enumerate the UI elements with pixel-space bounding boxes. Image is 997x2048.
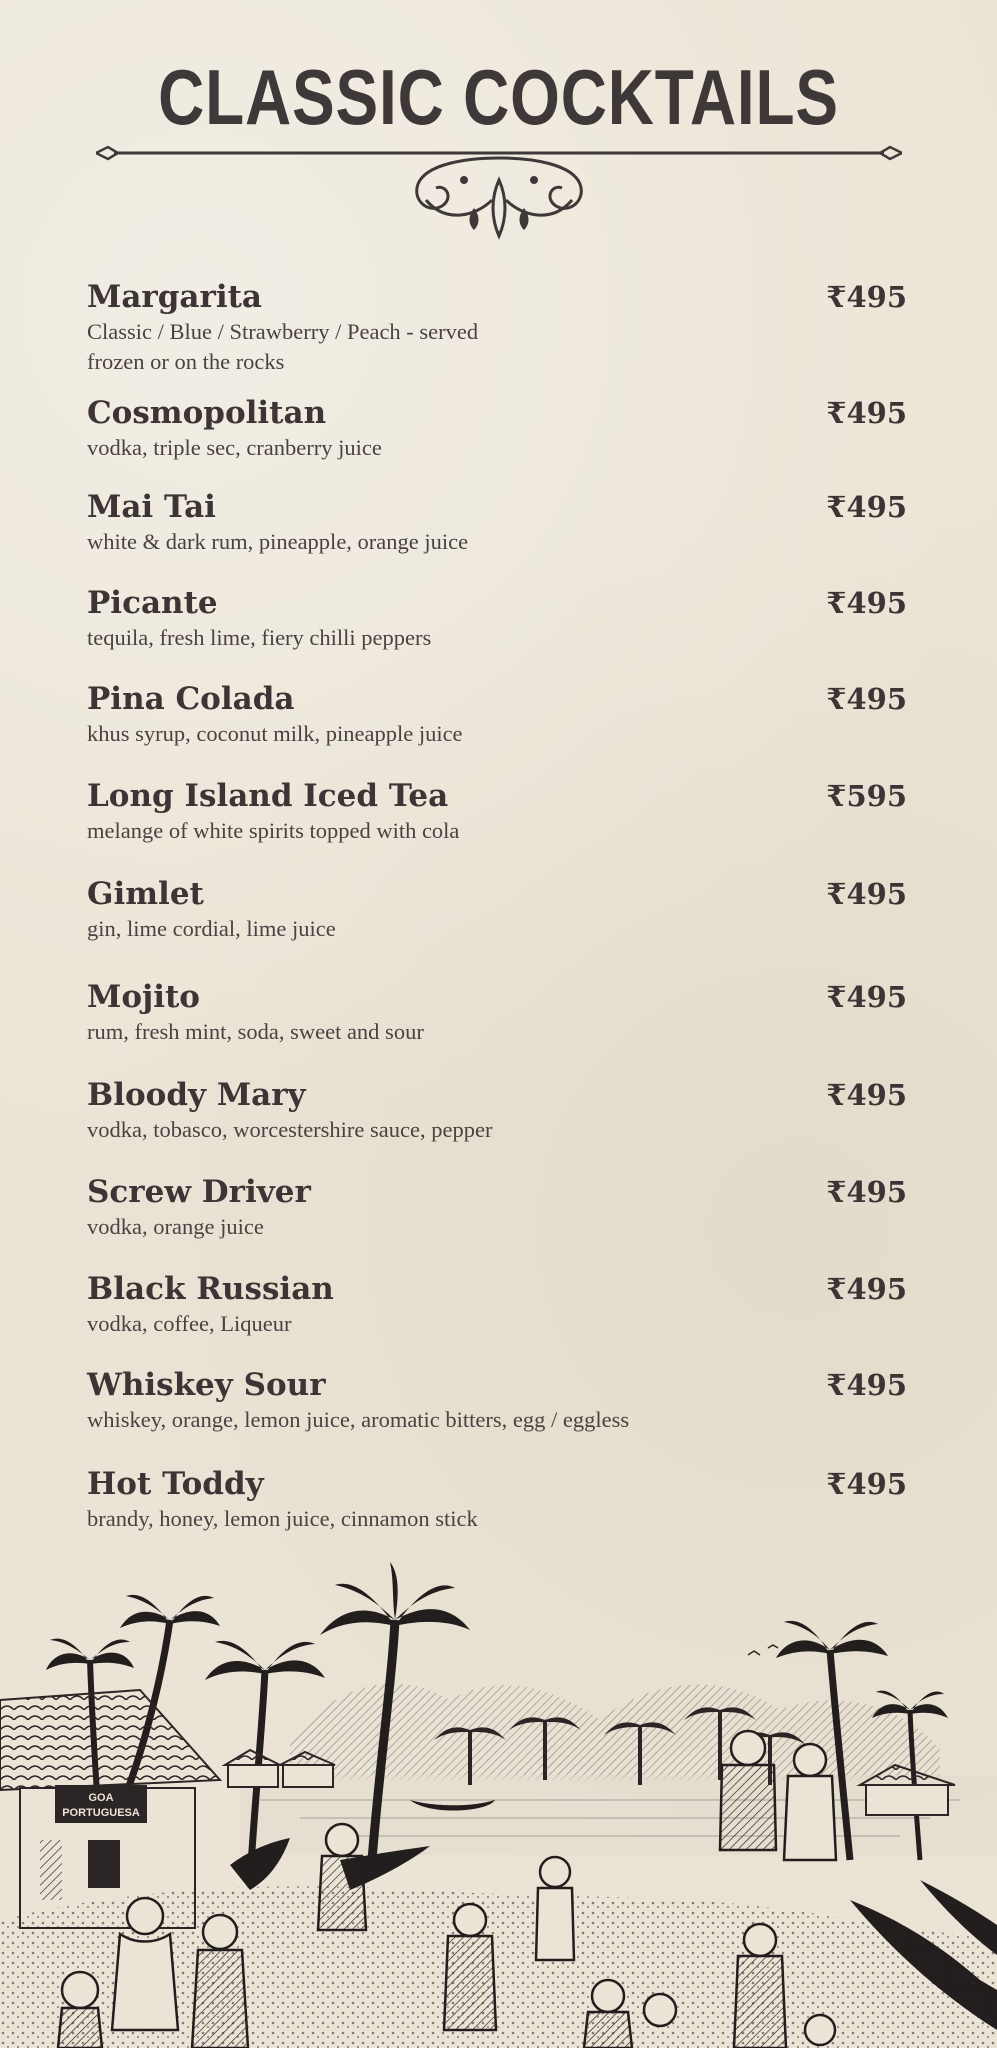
title-divider-ornament bbox=[96, 140, 902, 245]
item-price: ₹495 bbox=[826, 396, 907, 430]
menu-item-gimlet bbox=[87, 875, 907, 944]
item-price: ₹495 bbox=[826, 682, 907, 716]
item-description: rum, fresh mint, soda, sweet and sour bbox=[87, 1019, 424, 1044]
item-price: ₹495 bbox=[826, 586, 907, 620]
item-name: Black Russian bbox=[87, 1271, 334, 1307]
item-description: white & dark rum, pineapple, orange juice bbox=[87, 529, 469, 554]
item-price: ₹495 bbox=[826, 1175, 907, 1209]
menu-item-mojito bbox=[87, 978, 907, 1047]
menu-item-hot-toddy bbox=[87, 1465, 907, 1534]
item-description-continued: frozen or on the rocks bbox=[87, 349, 285, 374]
item-description: brandy, honey, lemon juice, cinnamon stick bbox=[87, 1506, 478, 1531]
item-price: ₹595 bbox=[826, 779, 907, 813]
item-description: vodka, triple sec, cranberry juice bbox=[87, 435, 382, 460]
item-price: ₹495 bbox=[826, 1272, 907, 1306]
menu-title: CLASSIC COCKTAILS bbox=[158, 53, 839, 141]
item-name: Screw Driver bbox=[87, 1174, 311, 1210]
menu-item-long-island-iced-tea bbox=[87, 777, 907, 846]
item-description: vodka, coffee, Liqueur bbox=[87, 1311, 292, 1336]
menu-item-pina-colada bbox=[87, 680, 907, 749]
item-description: tequila, fresh lime, fiery chilli peppers bbox=[87, 625, 432, 650]
item-price: ₹495 bbox=[826, 1078, 907, 1112]
item-name: Whiskey Sour bbox=[87, 1367, 326, 1403]
goa-beach-illustration bbox=[0, 1560, 997, 2048]
item-name: Margarita bbox=[87, 279, 263, 315]
menu-item-whiskey-sour bbox=[87, 1366, 907, 1435]
item-name: Cosmopolitan bbox=[87, 395, 327, 431]
menu-item-picante bbox=[87, 584, 907, 653]
item-name: Hot Toddy bbox=[87, 1466, 264, 1502]
item-name: Pina Colada bbox=[87, 681, 295, 717]
menu-item-black-russian bbox=[87, 1270, 907, 1339]
item-price: ₹495 bbox=[826, 877, 907, 911]
item-description: khus syrup, coconut milk, pineapple juice bbox=[87, 721, 463, 746]
menu-item-mai-tai bbox=[87, 488, 907, 557]
item-price: ₹495 bbox=[826, 980, 907, 1014]
item-name: Gimlet bbox=[87, 876, 204, 912]
item-description: melange of white spirits topped with cola bbox=[87, 818, 460, 843]
house-sign-line1: GOA bbox=[88, 1792, 114, 1804]
item-name: Mojito bbox=[87, 979, 200, 1015]
item-description: whiskey, orange, lemon juice, aromatic bitters, egg / eggless bbox=[87, 1407, 630, 1432]
item-description: Classic / Blue / Strawberry / Peach - served bbox=[87, 319, 479, 344]
item-price: ₹495 bbox=[826, 280, 907, 314]
house-sign-line2: PORTUGUESA bbox=[62, 1807, 140, 1819]
item-name: Bloody Mary bbox=[87, 1077, 306, 1113]
item-description: gin, lime cordial, lime juice bbox=[87, 916, 336, 941]
item-name: Mai Tai bbox=[87, 489, 216, 525]
item-name: Long Island Iced Tea bbox=[87, 778, 449, 814]
item-price: ₹495 bbox=[826, 1467, 907, 1501]
menu-item-bloody-mary bbox=[87, 1076, 907, 1145]
item-description: vodka, tobasco, worcestershire sauce, pepper bbox=[87, 1117, 493, 1142]
menu-item-cosmopolitan bbox=[87, 394, 907, 463]
item-description: vodka, orange juice bbox=[87, 1214, 264, 1239]
item-price: ₹495 bbox=[826, 1368, 907, 1402]
menu-item-screw-driver bbox=[87, 1173, 907, 1242]
item-price: ₹495 bbox=[826, 490, 907, 524]
item-name: Picante bbox=[87, 585, 218, 621]
menu-item-margarita bbox=[87, 278, 907, 377]
